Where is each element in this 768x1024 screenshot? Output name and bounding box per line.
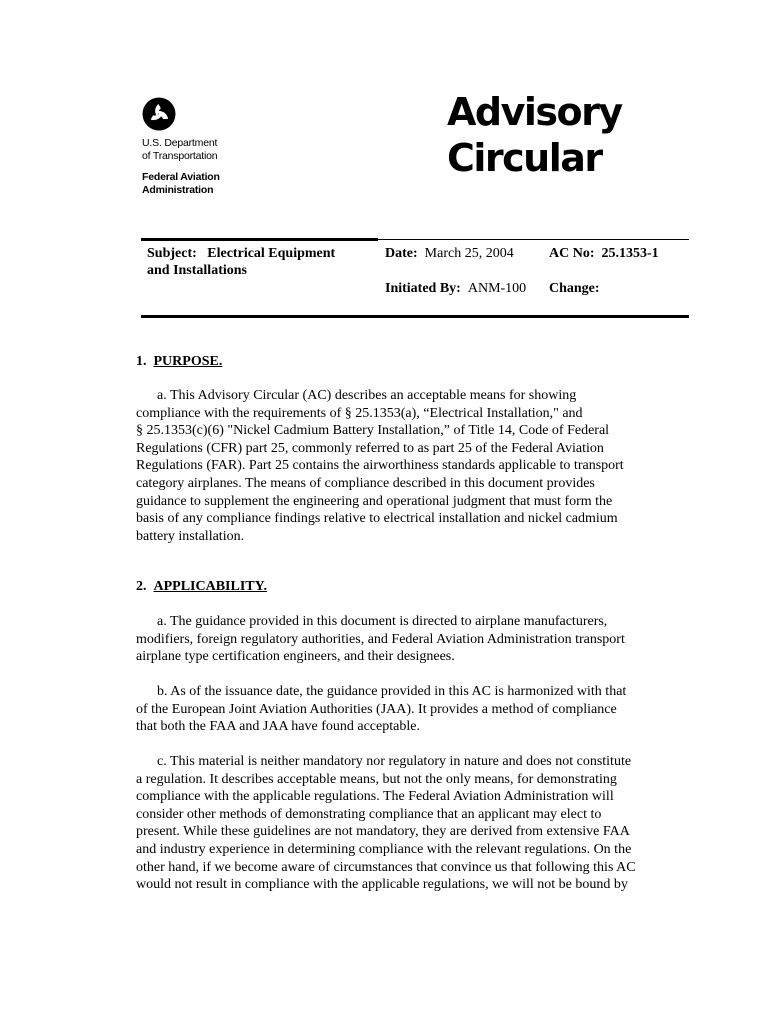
text-line: battery installation.	[136, 528, 245, 544]
text-line: a. This Advisory Circular (AC) describes an acceptable means for showing	[157, 388, 577, 403]
text-line: Regulations (CFR) part 25, commonly referred to as part 25 of the Federal Aviation	[136, 440, 604, 456]
text-line: that both the FAA and JAA have found acceptable.	[136, 719, 420, 735]
date-value: March 25, 2004	[424, 246, 514, 261]
section-title: PURPOSE.	[153, 354, 223, 369]
date-row	[385, 245, 514, 262]
date-label: Date:	[385, 246, 418, 261]
text-line: present. While these guidelines are not mandatory, they are derived from extensive FAA	[136, 824, 630, 840]
subject-row-2	[147, 262, 247, 279]
change-row	[549, 280, 600, 297]
text-line: Regulations (FAR). Part 25 contains the airworthiness standards applicable to transport	[136, 458, 624, 474]
agency-block	[142, 137, 220, 196]
header-rule-thin	[378, 239, 689, 240]
text-line: b. As of the issuance date, the guidance provided in this AC is harmonized with that	[157, 684, 627, 699]
dot-logo-icon	[142, 97, 176, 131]
acno-row	[549, 245, 659, 262]
paragraph-applicability-a	[136, 613, 676, 666]
text-line: consider other methods of demonstrating compliance that an applicant may elect to	[136, 806, 602, 822]
text-line: compliance with the requirements of § 25.1353(a), “Electrical Installation," and	[136, 405, 583, 421]
agency-transport-line: of Transportation	[142, 149, 218, 162]
text-line: of the European Joint Aviation Authorities (JAA). It provides a method of compliance	[136, 701, 617, 717]
section-heading-applicability	[136, 578, 267, 595]
subject-row	[147, 245, 335, 262]
text-line: compliance with the applicable regulations. The Federal Aviation Administration will	[136, 789, 614, 805]
initiated-row	[385, 280, 526, 297]
section-number: 2.	[136, 579, 147, 594]
section-heading-purpose	[136, 353, 222, 370]
initiated-value: ANM-100	[467, 281, 527, 296]
text-line: would not result in compliance with the applicable regulations, we will not be bound by	[136, 877, 628, 893]
header-rule-thick	[141, 238, 378, 241]
text-line: § 25.1353(c)(6) "Nickel Cadmium Battery Installation,” of Title 14, Code of Federal	[136, 423, 610, 439]
text-line: other hand, if we become aware of circumstances that convince us that following this AC	[136, 859, 636, 875]
text-line: a. The guidance provided in this document is directed to airplane manufacturers,	[157, 614, 608, 629]
header-rule-bottom	[141, 315, 689, 318]
subject-label: Subject:	[147, 246, 197, 261]
text-line: basis of any compliance findings relative to electrical installation and nickel cadmium	[136, 511, 618, 527]
text-line: a regulation. It describes acceptable means, but not the only means, for demonstrating	[136, 771, 617, 787]
document-title	[447, 89, 622, 181]
title-line-advisory: Advisory	[447, 90, 622, 134]
section-number: 1.	[136, 354, 147, 369]
agency-faa-line: Federal Aviation	[142, 171, 220, 183]
change-label: Change:	[549, 281, 600, 296]
paragraph-applicability-b	[136, 683, 676, 736]
title-line-circular: Circular	[447, 136, 602, 180]
agency-dept-line: U.S. Department	[142, 137, 218, 149]
text-line: c. This material is neither mandatory nor regulatory in nature and does not constitute	[157, 754, 632, 769]
text-line: category airplanes. The means of compliance described in this document provides	[136, 475, 595, 491]
text-line: airplane type certification engineers, and their designees.	[136, 649, 455, 665]
acno-value: 25.1353-1	[601, 246, 659, 261]
text-line: guidance to supplement the engineering and operational judgment that must form the	[136, 493, 613, 509]
agency-admin-line: Administration	[142, 183, 214, 196]
paragraph-applicability-c	[136, 753, 676, 894]
subject-value-line1: Electrical Equipment	[207, 246, 336, 261]
initiated-label: Initiated By:	[385, 281, 461, 296]
text-line: and industry experience in determining compliance with the relevant regulations. On the	[136, 841, 632, 857]
paragraph-purpose-a	[136, 387, 676, 545]
text-line: modifiers, foreign regulatory authorities, and Federal Aviation Administration transport	[136, 631, 625, 647]
acno-label: AC No:	[549, 246, 595, 261]
subject-value-line2: and Installations	[147, 263, 247, 278]
section-title: APPLICABILITY.	[153, 579, 267, 594]
